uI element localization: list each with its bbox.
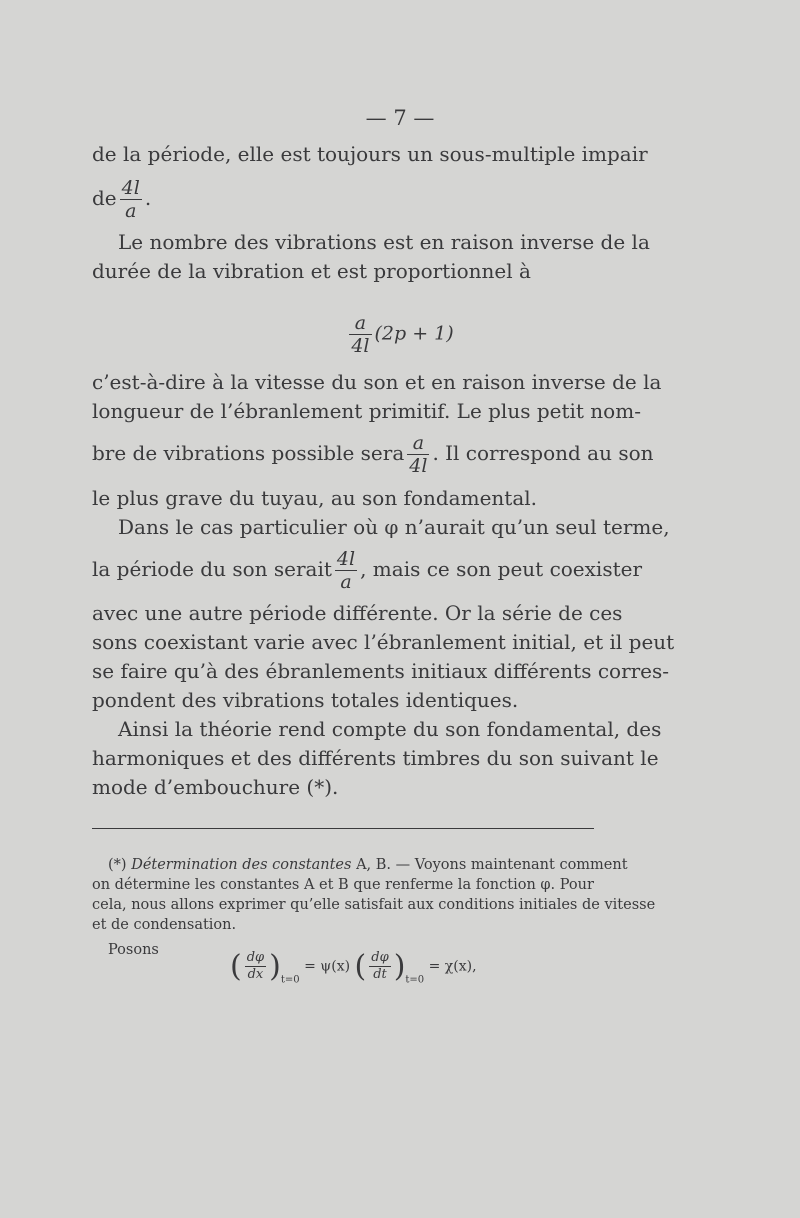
footnote-line: cela, nous allons exprimer qu’elle satisfait aux conditions initiales de vitesse bbox=[92, 897, 656, 913]
fraction-denominator: dx bbox=[247, 967, 264, 982]
paren-close: ) bbox=[269, 948, 281, 984]
text-fragment: de bbox=[92, 186, 117, 210]
text-fragment: bre de vibrations possible sera bbox=[92, 441, 405, 465]
text-line: mode d’embouchure (*). bbox=[92, 775, 339, 799]
fraction bbox=[407, 432, 429, 477]
footnote-marker: (*) bbox=[108, 857, 127, 873]
text-line: longueur de l’ébranlement primitif. Le plus petit nom- bbox=[92, 399, 641, 423]
text-fragment: A, B. — Voyons maintenant comment bbox=[356, 857, 628, 873]
fraction-denominator: a bbox=[125, 200, 137, 222]
fraction-numerator: 4l bbox=[121, 177, 140, 199]
fraction bbox=[245, 950, 266, 983]
paren-close: ) bbox=[393, 948, 406, 984]
text-fragment: , mais ce son peut coexister bbox=[360, 557, 643, 581]
footnote-title: Détermination des constantes bbox=[131, 857, 352, 873]
fraction-denominator: 4l bbox=[409, 455, 428, 477]
text-line bbox=[92, 548, 642, 593]
centered-formula bbox=[0, 312, 800, 357]
fraction bbox=[335, 548, 357, 593]
fraction-denominator: 4l bbox=[351, 335, 370, 357]
fraction-numerator: 4l bbox=[336, 548, 356, 570]
footnote-rule bbox=[92, 828, 594, 829]
fraction bbox=[120, 177, 142, 222]
footnote-line: et de condensation. bbox=[92, 917, 237, 933]
text-line: pondent des vibrations totales identiques. bbox=[92, 688, 519, 712]
fraction-numerator: dφ bbox=[371, 950, 389, 965]
text-fragment: la période du son serait bbox=[92, 557, 332, 581]
text-fragment: . Il correspond au son bbox=[432, 441, 654, 465]
equation-rhs: = χ(x), bbox=[428, 958, 477, 975]
text-line: Dans le cas particulier où φ n’aurait qu’un seul terme, bbox=[118, 515, 670, 539]
fraction-denominator: a bbox=[340, 571, 352, 593]
text-line: avec une autre période différente. Or la série de ces bbox=[92, 601, 623, 625]
footnote-line: on détermine les constantes A et B que renferme la fonction φ. Pour bbox=[92, 877, 594, 893]
text-fragment: . bbox=[144, 186, 152, 210]
text-line: durée de la vibration et est proportionnel à bbox=[92, 259, 531, 283]
fraction-numerator: a bbox=[349, 312, 371, 335]
page-number: — 7 — bbox=[365, 106, 435, 130]
paren-open: ( bbox=[230, 948, 242, 984]
footnote-equation bbox=[230, 950, 477, 991]
fraction bbox=[369, 950, 390, 983]
text-line: c’est-à-dire à la vitesse du son et en raison inverse de la bbox=[92, 370, 662, 394]
footnote-line: Posons bbox=[108, 942, 159, 958]
formula-term: (2p + 1) bbox=[374, 322, 454, 345]
text-line bbox=[92, 432, 654, 477]
subscript: t=0 bbox=[280, 974, 300, 986]
paren-open: ( bbox=[354, 948, 367, 984]
text-line: Le nombre des vibrations est en raison inverse de la bbox=[118, 230, 650, 254]
fraction-numerator: dφ bbox=[246, 950, 265, 965]
text-line: se faire qu’à des ébranlements initiaux différents corres- bbox=[92, 659, 670, 683]
equation-rhs: = ψ(x) bbox=[304, 958, 351, 975]
text-line: harmoniques et des différents timbres du son suivant le bbox=[92, 746, 659, 770]
text-line: sons coexistant varie avec l’ébranlement initial, et il peut bbox=[92, 630, 675, 654]
text-line: de la période, elle est toujours un sous-multiple impair bbox=[92, 142, 648, 166]
footnote-line bbox=[108, 855, 628, 875]
fraction-numerator: a bbox=[407, 432, 429, 455]
text-line bbox=[92, 177, 151, 222]
fraction bbox=[349, 312, 371, 357]
subscript: t=0 bbox=[405, 974, 425, 986]
text-line: le plus grave du tuyau, au son fondamental. bbox=[92, 486, 537, 510]
fraction-denominator: dt bbox=[373, 967, 387, 982]
text-line: Ainsi la théorie rend compte du son fondamental, des bbox=[118, 717, 662, 741]
